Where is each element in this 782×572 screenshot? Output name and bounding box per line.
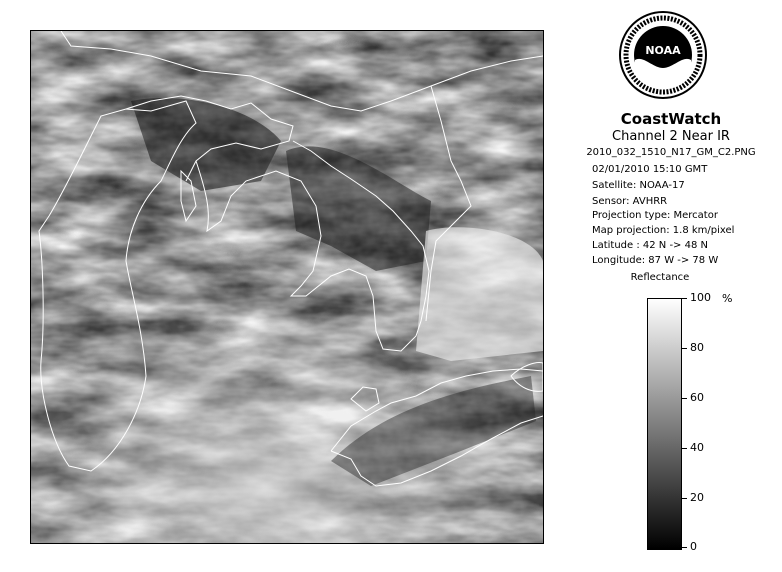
logo-text: NOAA	[645, 44, 681, 57]
projection-type-label: Projection type: Mercator	[592, 210, 718, 221]
colorbar-label-80: 80	[690, 341, 704, 354]
map-projection-label: Map projection: 1.8 km/pixel	[592, 225, 735, 236]
satellite-label: Satellite: NOAA-17	[592, 180, 685, 191]
satellite-map	[30, 30, 544, 544]
sensor-label: Sensor: AVHRR	[592, 196, 668, 207]
colorbar-label-20: 20	[690, 491, 704, 504]
colorbar-tick-40	[681, 448, 687, 449]
colorbar-label-100: 100	[690, 291, 711, 304]
map-svg	[31, 31, 543, 543]
texture-layer	[31, 31, 543, 543]
colorbar-tick-80	[681, 348, 687, 349]
legend-title: Reflectance	[630, 272, 690, 283]
colorbar-tick-100	[681, 298, 687, 299]
colorbar-label-40: 40	[690, 441, 704, 454]
brand-title: CoastWatch	[620, 110, 722, 128]
colorbar-tick-60	[681, 398, 687, 399]
colorbar-label-0: 0	[690, 540, 697, 553]
colorbar-label-60: 60	[690, 391, 704, 404]
longitude-label: Longitude: 87 W -> 78 W	[592, 255, 719, 266]
filename-label: 2010_032_1510_N17_GM_C2.PNG	[586, 147, 756, 158]
colorbar-tick-0	[681, 547, 687, 548]
datetime-label: 02/01/2010 15:10 GMT	[592, 164, 708, 175]
channel-subtitle: Channel 2 Near IR	[612, 129, 730, 144]
colorbar-tick-20	[681, 498, 687, 499]
legend-unit: %	[722, 292, 733, 305]
reflectance-colorbar	[647, 298, 682, 550]
latitude-label: Latitude : 42 N -> 48 N	[592, 240, 708, 251]
noaa-logo-icon	[618, 10, 708, 100]
